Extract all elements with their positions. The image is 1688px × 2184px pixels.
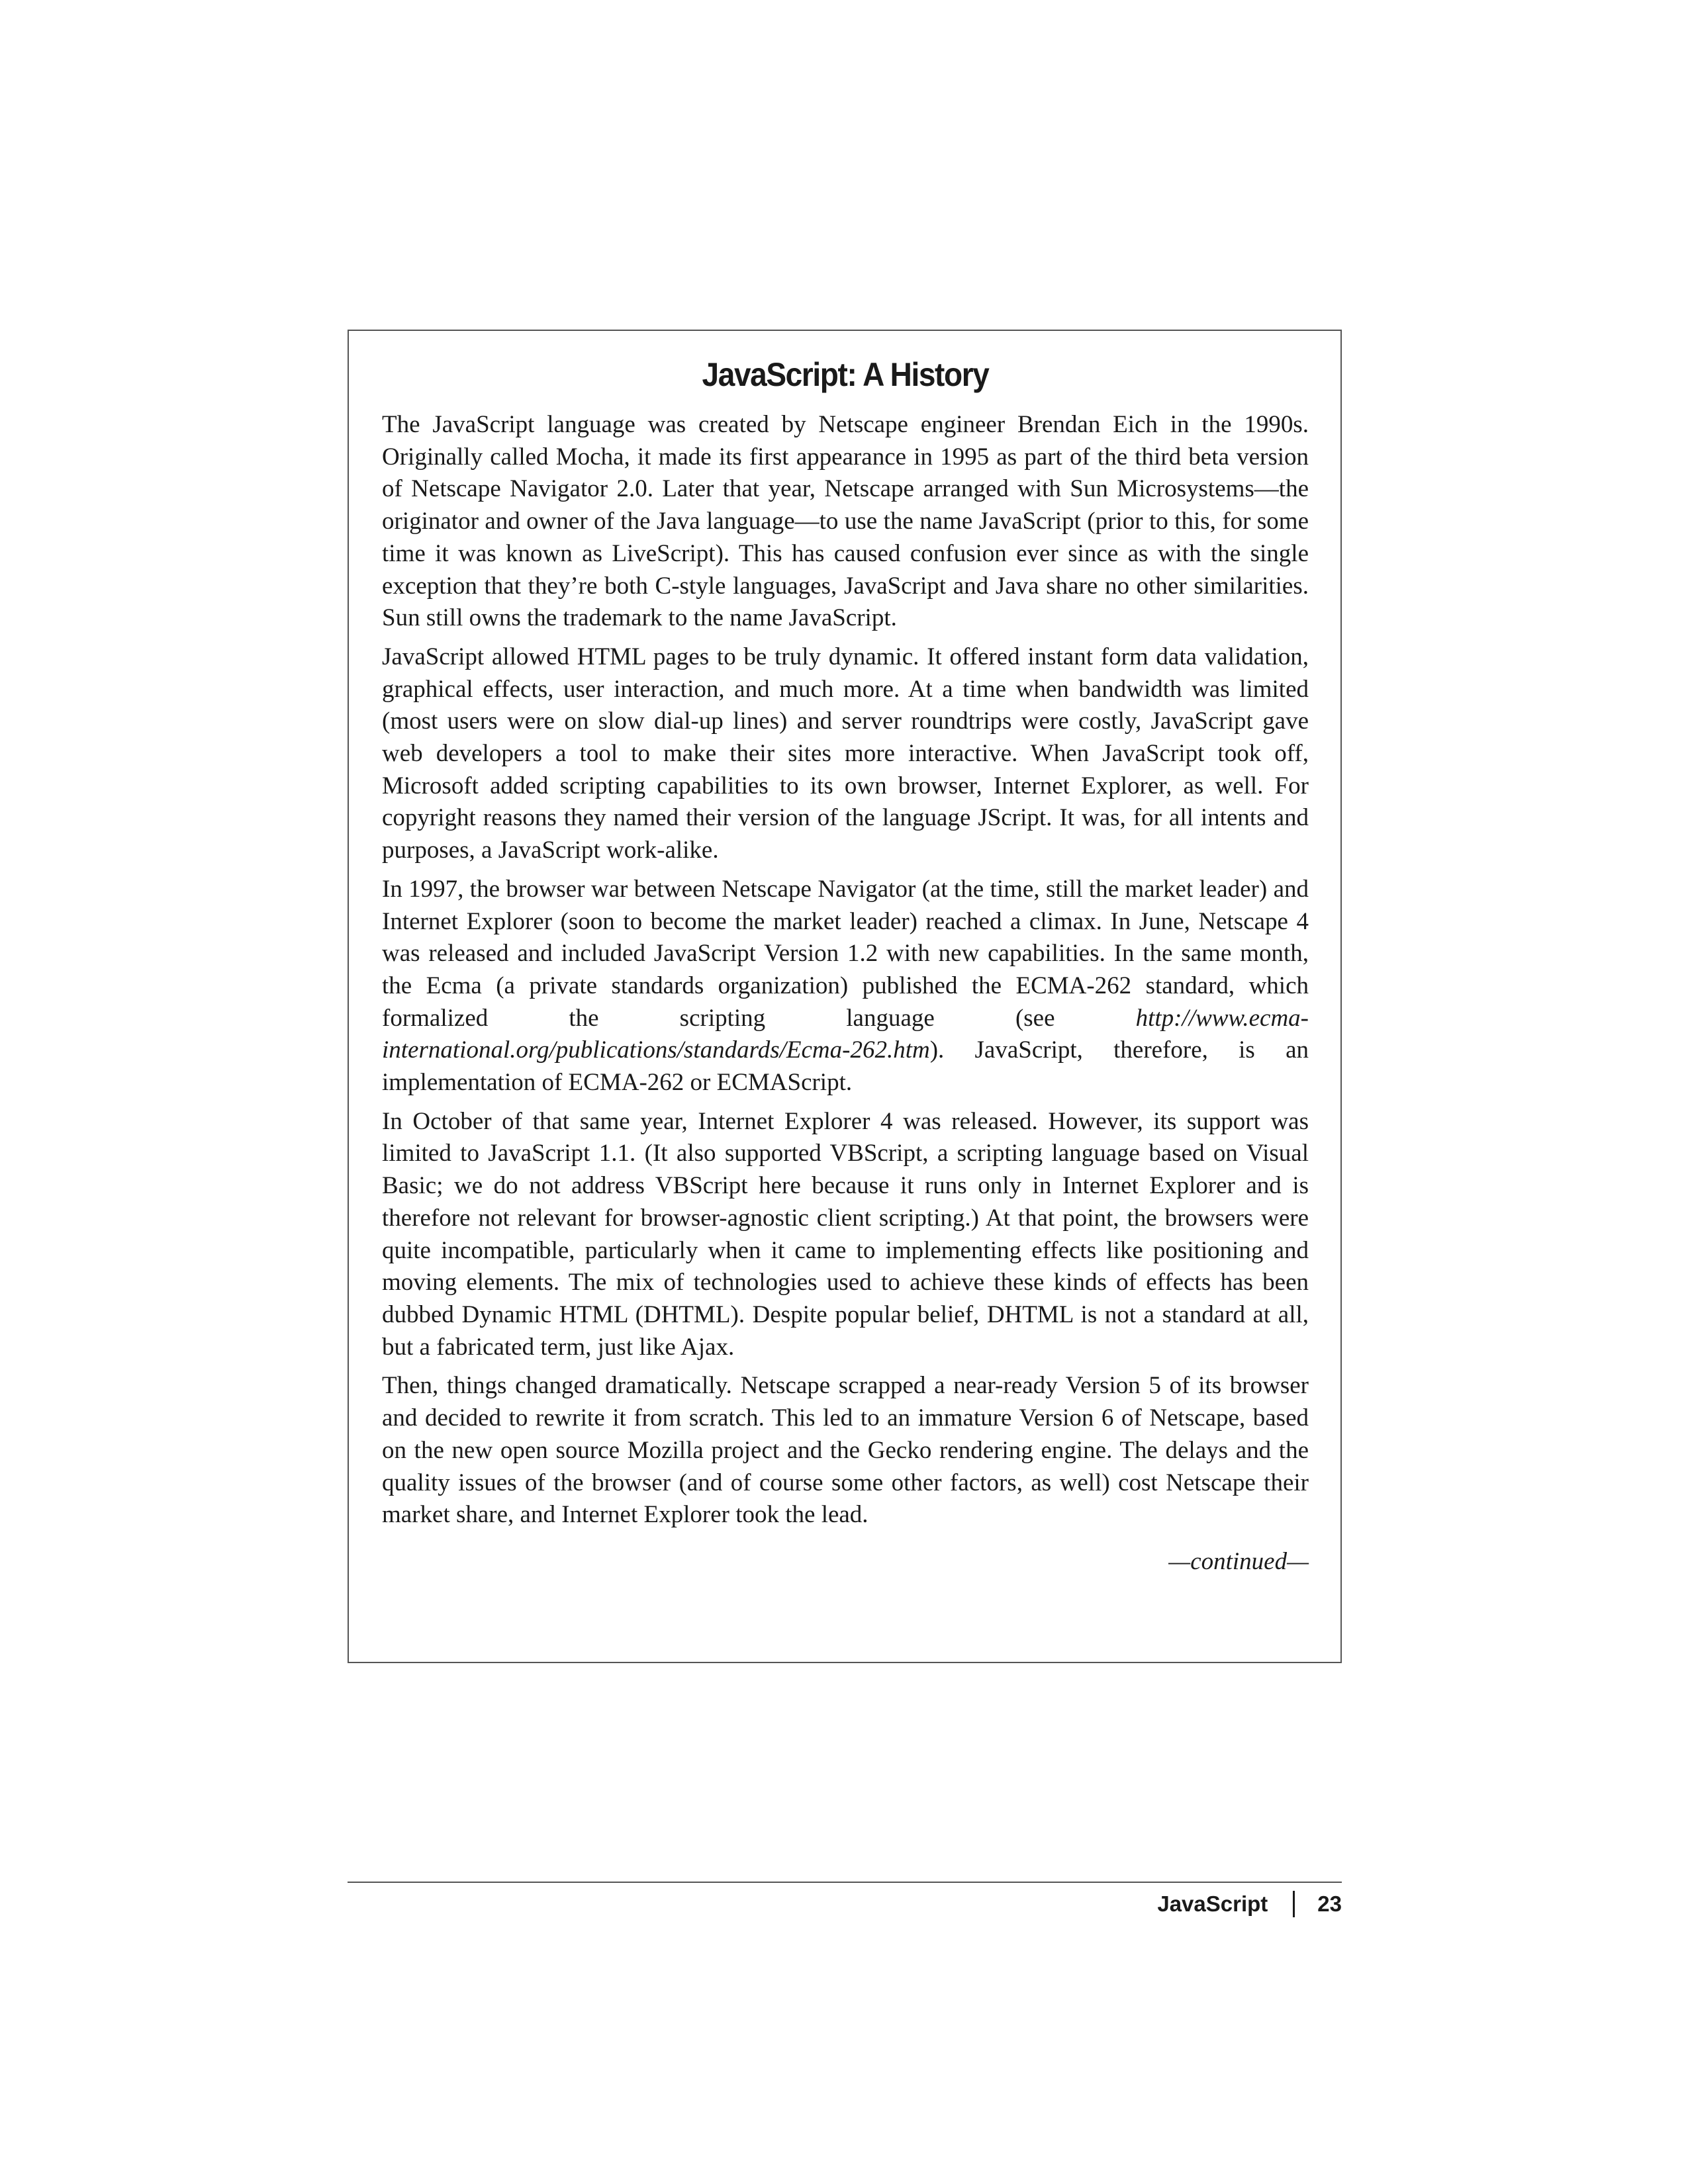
footer-section-name: JavaScript (1157, 1891, 1268, 1916)
sidebar-title: JavaScript: A History (702, 356, 989, 393)
page-number: 23 (1317, 1891, 1342, 1916)
paragraph-ie4: In October of that same year, Internet Explorer 4 was released. However, its support was limited to JavaScript 1.1. (It also supported VBScript, a scripting language based on Visual Basic; we do not address VBScript here because it runs only in Internet Explorer and is therefore not relevant for browser-agnostic client scripting.) At that point, the browsers were quite incompatible, particularly when it came to implementing effects like positioning and moving elements. The mix of technologies used to achieve these kinds of effects has been dubbed Dynamic HTML (DHTML). Despite popular belief, DHTML is not a standard at all, but a fabricated term, just like Ajax. (382, 1107, 1309, 1361)
paragraph-browser-war (382, 874, 1309, 1099)
paragraph-browser-war-text-end: ). JavaScript, therefore, is an implementation of ECMA-262 or ECMAScript. (382, 1036, 1309, 1097)
continued-marker: —continued— (1168, 1547, 1309, 1575)
ecma-262-link[interactable]: http://www.ecma-international.org/publications/standards/Ecma-262.htm (382, 1004, 1309, 1064)
paragraph-dynamic-html: JavaScript allowed HTML pages to be truly dynamic. It offered instant form data validation, graphical effects, user interaction, and much more. At a time when bandwidth was limited (most users were on slow dial-up lines) and server roundtrips were costly, JavaScript gave web developers a tool to make their sites more interactive. When JavaScript took off, Microsoft added scripting capabilities to its own browser, Internet Explorer, as well. For copyright reasons they named their version of the language JScript. It was, for all intents and purposes, a JavaScript work-alike. (382, 643, 1309, 864)
paragraph-netscape-decline: Then, things changed dramatically. Netscape scrapped a near-ready Version 5 of its browser and decided to rewrite it from scratch. This led to an immature Version 6 of Netscape, based on the new open source Mozilla project and the Gecko rendering engine. The delays and the quality issues of the browser (and of course some other factors, as well) cost Netscape their market share, and Internet Explorer took the lead. (382, 1372, 1309, 1529)
paragraph-browser-war-text-start: In 1997, the browser war between Netscape Navigator (at the time, still the market leader) and Internet Explorer (soon to become the market leader) reached a climax. In June, Netscape 4 was released and included JavaScript Version 1.2 with new capabilities. In the same month, the Ecma (a private standards organization) published the ECMA-262 standard, which formalized the scripting language (see (382, 875, 1309, 1032)
footer-divider (1293, 1891, 1295, 1917)
footer-rule (348, 1882, 1342, 1883)
history-sidebar (348, 330, 1342, 1663)
paragraph-origins: The JavaScript language was created by Netscape engineer Brendan Eich in the 1990s. Originally called Mocha, it made its first appearance in 1995 as part of the third beta version of Netscape Navigator 2.0. Later that year, Netscape arranged with Sun Microsystems—the originator and owner of the Java language—to use the name JavaScript (prior to this, for some time it was known as LiveScript). This has caused confusion ever since as with the single exception that they’re both C-style languages, JavaScript and Java share no other similarities. Sun still owns the trademark to the name JavaScript. (382, 411, 1309, 632)
page-footer (1157, 1888, 1342, 1920)
